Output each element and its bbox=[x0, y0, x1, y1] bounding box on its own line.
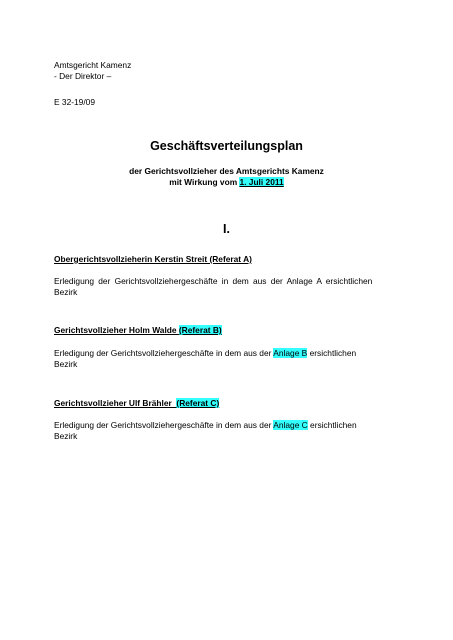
entry-c-text-prefix: Erledigung der Gerichtsvollziehergeschäfte in dem aus der bbox=[54, 420, 274, 430]
entry-b-text-line1 bbox=[54, 348, 356, 359]
entry-c-text-suffix: ersichtlichen bbox=[307, 420, 357, 430]
effective-date: 1. Juli 2011 bbox=[239, 177, 284, 187]
entry-b-name bbox=[54, 325, 222, 336]
file-number: E 32-19/09 bbox=[54, 97, 95, 107]
subtitle-effective-label: mit Wirkung vom bbox=[169, 177, 240, 187]
entry-c-name bbox=[54, 398, 219, 409]
entry-a-text-line2: Bezirk bbox=[54, 287, 78, 297]
entry-b-text-suffix: ersichtlichen bbox=[307, 348, 357, 358]
section-number: I. bbox=[223, 222, 230, 236]
director-line: - Der Direktor – bbox=[54, 71, 112, 81]
entry-b-anlage: Anlage B bbox=[273, 348, 308, 358]
entry-b-text-line2: Bezirk bbox=[54, 359, 78, 369]
entry-a-text-line1: Erledigung der Gerichtsvollziehergeschäfte in dem aus der Anlage A ersichtlichen bbox=[54, 276, 373, 286]
subtitle-line-1: der Gerichtsvollzieher des Amtsgerichts Kamenz bbox=[129, 166, 324, 176]
court-name: Amtsgericht Kamenz bbox=[54, 60, 132, 70]
entry-a-name: Obergerichtsvollzieherin Kerstin Streit (Referat A) bbox=[54, 254, 252, 264]
entry-b-name-text: Gerichtsvollzieher Holm Walde bbox=[54, 325, 179, 335]
entry-c-anlage: Anlage C bbox=[273, 420, 308, 430]
entry-c-name-text: Gerichtsvollzieher Ulf Brähler bbox=[54, 398, 177, 408]
entry-c-text-line2: Bezirk bbox=[54, 431, 78, 441]
document-title: Geschäftsverteilungsplan bbox=[150, 139, 303, 153]
entry-b-referat: (Referat B) bbox=[178, 325, 222, 335]
entry-b-text-prefix: Erledigung der Gerichtsvollziehergeschäfte in dem aus der bbox=[54, 348, 274, 358]
entry-c-text-line1 bbox=[54, 420, 357, 431]
entry-c-referat: (Referat C) bbox=[176, 398, 220, 408]
subtitle-line-2 bbox=[0, 177, 453, 188]
